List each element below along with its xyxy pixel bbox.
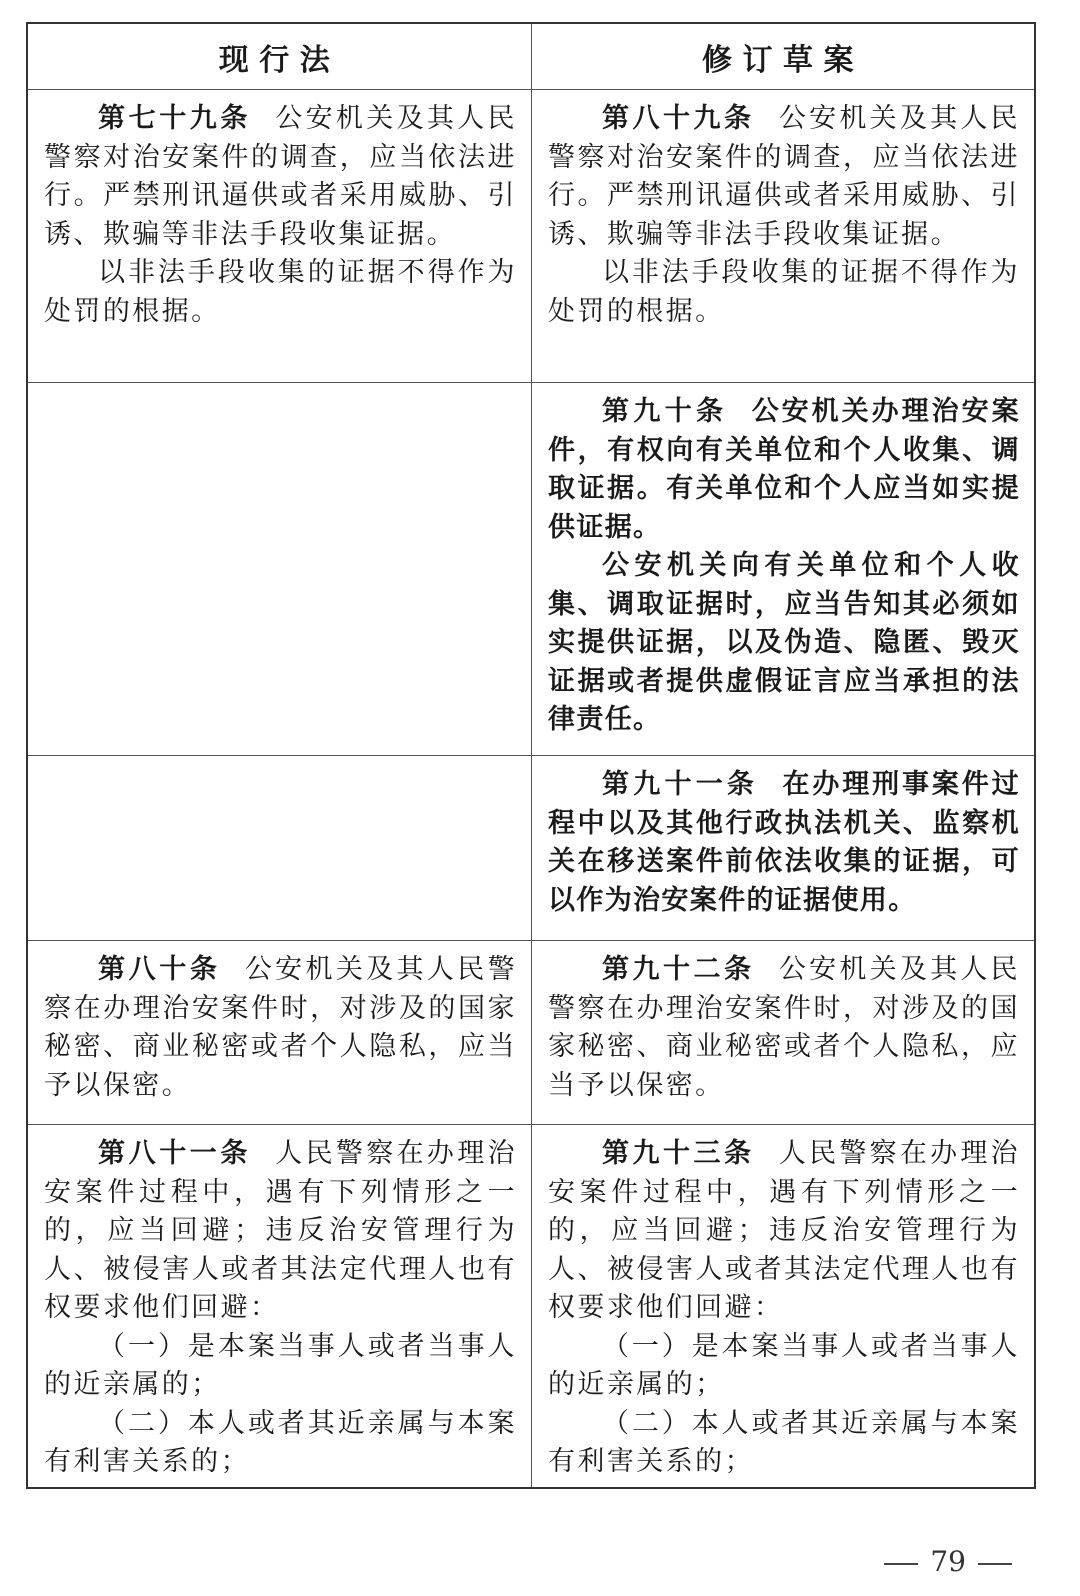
article-title: 第八十条 xyxy=(98,954,221,985)
table-row xyxy=(28,755,1034,940)
revised-draft-cell xyxy=(531,756,1034,940)
page-footer xyxy=(872,1545,1024,1578)
revised-draft-cell xyxy=(531,383,1034,755)
header-current-law: 现行法 xyxy=(218,42,341,78)
article-paragraph: 以非法手段收集的证据不得作为处罚的根据。 xyxy=(44,257,517,327)
article-paragraph: 第九十三条 人民警察在办理治安案件过程中，遇有下列情形之一的，应当回避；违反治安管理行为人、被侵害人或者其法定代理人也有权要求他们回避： xyxy=(548,1138,1020,1323)
page-number: 79 xyxy=(930,1545,966,1578)
current-law-cell-empty xyxy=(28,756,531,940)
article-paragraph: 以非法手段收集的证据不得作为处罚的根据。 xyxy=(548,257,1020,327)
current-law-cell xyxy=(28,90,531,382)
article-title: 第九十一条 xyxy=(602,769,759,800)
article-paragraph: 第九十二条 公安机关及其人民警察在办理治安案件时，对涉及的国家秘密、商业秘密或者个人隐私，应当予以保密。 xyxy=(548,954,1020,1101)
article-title: 第七十九条 xyxy=(98,103,251,134)
footer-dash-right xyxy=(978,1563,1012,1565)
article-paragraph: 第八十一条 人民警察在办理治安案件过程中，遇有下列情形之一的，应当回避；违反治安管理行为人、被侵害人或者其法定代理人也有权要求他们回避： xyxy=(44,1138,517,1323)
revised-draft-cell xyxy=(531,1125,1034,1487)
header-revised-draft: 修订草案 xyxy=(531,24,1034,89)
current-law-cell xyxy=(28,1125,531,1487)
table-row xyxy=(28,89,1034,382)
article-item: （二）本人或者其近亲属与本案有利害关系的； xyxy=(548,1407,1020,1477)
article-paragraph: 第八十条 公安机关及其人民警察在办理治安案件时，对涉及的国家秘密、商业秘密或者个人隐私，应当予以保密。 xyxy=(44,954,517,1101)
current-law-cell-empty xyxy=(28,383,531,755)
article-paragraph: 公安机关向有关单位和个人收集、调取证据时，应当告知其必须如实提供证据，以及伪造、隐匿、毁灭证据或者提供虚假证言应当承担的法律责任。 xyxy=(548,550,1020,735)
article-title: 第九十条 xyxy=(602,396,728,427)
article-title: 第九十三条 xyxy=(602,1138,755,1169)
article-item: （二）本人或者其近亲属与本案有利害关系的； xyxy=(44,1407,517,1477)
comparison-table xyxy=(26,22,1036,1489)
article-item: （一）是本案当事人或者当事人的近亲属的； xyxy=(548,1330,1020,1400)
footer-dash-left xyxy=(884,1563,918,1565)
article-item: （一）是本案当事人或者当事人的近亲属的； xyxy=(44,1330,517,1400)
table-row xyxy=(28,382,1034,755)
revised-draft-cell xyxy=(531,90,1034,382)
article-paragraph: 第八十九条 公安机关及其人民警察对治安案件的调查，应当依法进行。严禁刑讯逼供或者采用威胁、引诱、欺骗等非法手段收集证据。 xyxy=(548,103,1020,250)
article-paragraph: 第九十一条 在办理刑事案件过程中以及其他行政执法机关、监察机关在移送案件前依法收集的证据，可以作为治安案件的证据使用。 xyxy=(548,769,1020,916)
article-title: 第八十一条 xyxy=(98,1138,251,1169)
current-law-cell xyxy=(28,941,531,1124)
article-title: 第八十九条 xyxy=(602,103,755,134)
table-row xyxy=(28,940,1034,1124)
article-paragraph: 第九十条 公安机关办理治安案件，有权向有关单位和个人收集、调取证据。有关单位和个人应当如实提供证据。 xyxy=(548,396,1020,543)
article-paragraph: 第七十九条 公安机关及其人民警察对治安案件的调查，应当依法进行。严禁刑讯逼供或者采用威胁、引诱、欺骗等非法手段收集证据。 xyxy=(44,103,517,250)
table-row xyxy=(28,1124,1034,1487)
table-header xyxy=(28,24,1034,89)
article-title: 第九十二条 xyxy=(602,954,755,985)
revised-draft-cell xyxy=(531,941,1034,1124)
